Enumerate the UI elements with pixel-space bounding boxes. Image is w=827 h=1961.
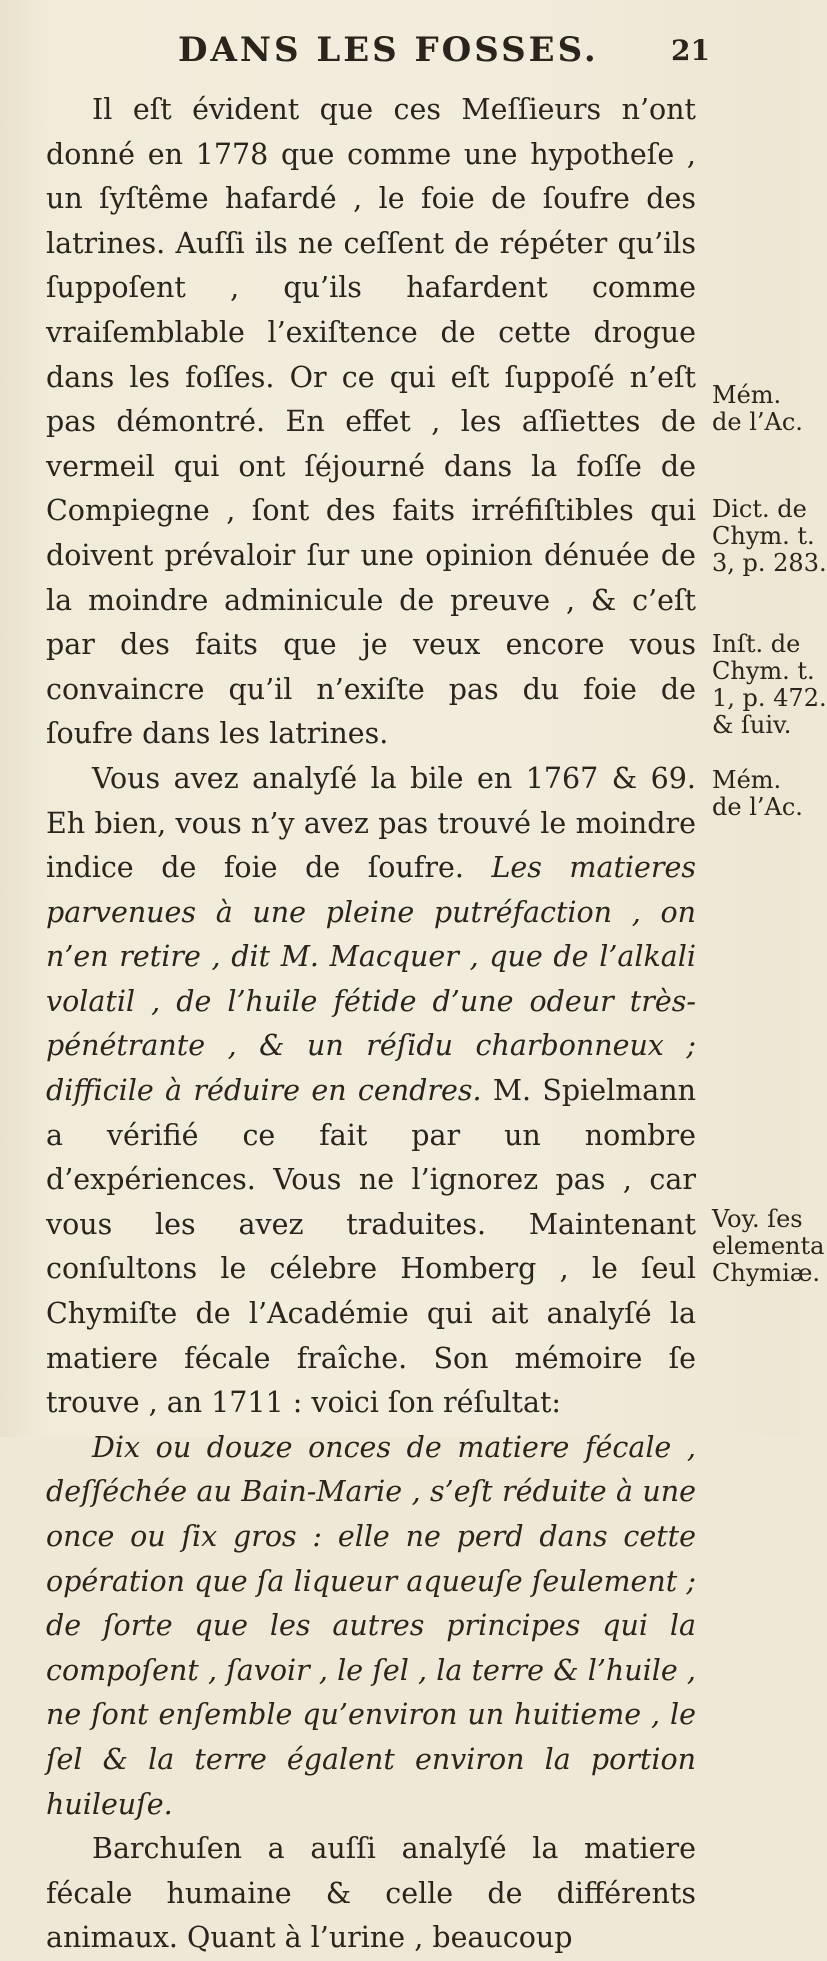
margin-note-line: & ſuiv. [712,711,792,739]
margin-note-line: de l’Ac. [712,408,803,436]
margin-note-line: Dict. de [712,495,807,523]
margin-note-line: Mém. [712,381,782,409]
margin-note-line: de l’Ac. [712,793,803,821]
margin-note-3 [712,630,827,739]
page-number: 21 [671,34,710,67]
paragraph-2-text: Vous avez analyſé la bile en 1767 & 69. Eh bien, vous n’y avez pas trouvé le moindre indice de foie de ſoufre. [46,761,696,885]
page-header [100,26,740,76]
margin-note-line: Chym. t. [712,522,815,550]
margin-note-line: elementa [712,1232,825,1260]
margin-note-line: Chymiæ. [712,1259,820,1287]
paragraph-1: Il eſt évident que ces Meſſieurs n’ont donné en 1778 que comme une hypotheſe , un ſyſtême hafardé , le foie de ſoufre des latrines. Auſſi ils ne ceſſent de répéter qu’ils ſuppoſent , qu’ils hafardent comme vraiſemblable l’exiſtence de cette drogue dans les foſſes. Or ce qui eſt ſuppoſé n’eſt pas démontré. En effet , les aſſiettes de vermeil qui ont ſéjourné dans la foſſe de Compiegne , ſont des faits irréfiſtibles qui doivent prévaloir ſur une opinion dénuée de la moindre adminicule de preuve , & c’eſt par des faits que je veux encore vous convaincre qu’il n’exiſte pas du foie de ſoufre dans les latrines. [46,93,696,751]
paragraph-2 [46,757,696,1426]
paragraph-2-tail: M. Spielmann a vérifié ce fait par un nombre d’expériences. Vous ne l’ignorez pas , car vous les avez traduites. Maintenant conſultons le célebre Homberg , le ſeul Chymiſte de l’Académie qui ait analyſé la matiere fécale fraîche. Son mémoire ſe trouve , an 1711 : voici ſon réſultat: [46,1074,696,1420]
margin-note-2 [712,495,827,577]
main-text [46,88,696,1961]
running-title: DANS LES FOSSES. [178,30,599,70]
margin-note-4 [712,766,803,821]
paragraph-4: Barchuſen a auſſi analyſé la matiere fécale humaine & celle de différents animaux. Quant à l’urine , beaucoup [46,1832,696,1955]
margin-note-line: Mém. [712,766,782,794]
margin-note-line: Inſt. de [712,630,801,658]
margin-note-1 [712,381,803,436]
macquer-quote: Les matieres parvenues à une pleine putréfaction , on n’en retire , dit M. Macquer , que de l’alkali volatil , de l’huile fétide d’une odeur très-pénétrante , & un réſidu charbonneux ; difficile à réduire en cendres. [46,851,696,1108]
homberg-quote: Dix ou douze onces de matiere fécale , deſſéchée au Bain-Marie , s’eſt réduite à une once ou ſix gros : elle ne perd dans cette opération que ſa liqueur aqueuſe ſeulement ; de ſorte que les autres principes qui la compoſent , ſavoir , le ſel , la terre & l’huile , ne ſont enſemble qu’environ un huitieme , le ſel & la terre égalent environ la portion huileuſe. [46,1430,696,1821]
margin-note-line: Chym. t. [712,657,815,685]
margin-note-line: 1, p. 472. [712,684,827,712]
margin-note-line: Voy. ſes [712,1205,803,1233]
margin-note-5 [712,1205,825,1287]
margin-note-line: 3, p. 283. [712,549,827,577]
